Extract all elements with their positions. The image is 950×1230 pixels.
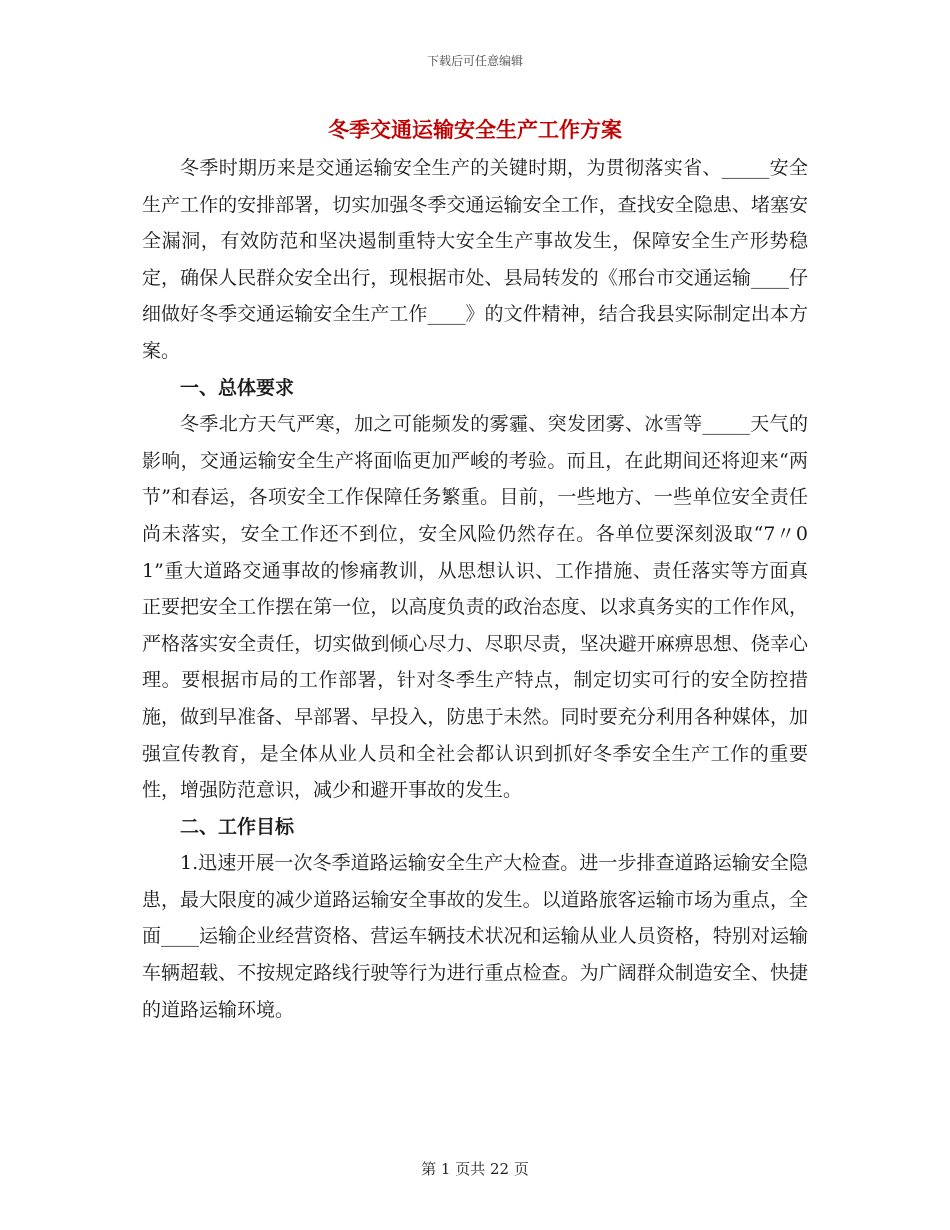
document-title: 冬季交通运输安全生产工作方案	[328, 118, 622, 142]
work-goal-item-1: 1.迅速开展一次冬季道路运输安全生产大检查。进一步排查道路运输安全隐患，最大限度的减少道路运输安全事故的发生。以道路旅客运输市场为重点，全面____运输企业经营资格、营运车辆技术状况和运输从业人员资格，特别对运输车辆超载、不按规定路线行驶等行为进行重点检查。为广阔群众制造安全、快捷的道路运输环境。	[142, 852, 808, 1021]
section-heading-work-goals: 二、工作目标	[180, 815, 295, 838]
page-header: 下载后可任意编辑	[426, 54, 523, 68]
document-body	[142, 150, 808, 1028]
section-heading-overall-requirements: 一、总体要求	[180, 376, 295, 399]
intro-paragraph: 冬季时期历来是交通运输安全生产的关键时期，为贯彻落实省、_____安全生产工作的安排部署，切实加强冬季交通运输安全工作，查找安全隐患、堵塞安全漏洞，有效防范和坚决遏制重特大安全生产事故发生，保障安全生产形势稳定，确保人民群众安全出行，现根据市处、县局转发的《邢台市交通运输____仔细做好冬季交通运输安全生产工作____》的文件精神，结合我县实际制定出本方案。	[142, 157, 808, 362]
page-footer: 第 1 页共 22 页	[421, 1160, 529, 1178]
overall-requirements-paragraph: 冬季北方天气严寒，加之可能频发的雾霾、突发团雾、冰雪等_____天气的影响，交通运输安全生产将面临更加严峻的考验。而且，在此期间还将迎来“两节”和春运，各项安全工作保障任务繁重。目前，一些地方、一些单位安全责任尚未落实，安全工作还不到位，安全风险仍然存在。各单位要深刻汲取“7〃01”重大道路交通事故的惨痛教训，从思想认识、工作措施、责任落实等方面真正要把安全工作摆在第一位，以高度负责的政治态度、以求真务实的工作作风，严格落实安全责任，切实做到倾心尽力、尽职尽责，坚决避开麻痹思想、侥幸心理。要根据市局的工作部署，针对冬季生产特点，制定切实可行的安全防控措施，做到早准备、早部署、早投入，防患于未然。同时要充分利用各种媒体，加强宣传教育，是全体从业人员和全社会都认识到抓好冬季安全生产工作的重要性，增强防范意识，减少和避开事故的发生。	[142, 413, 808, 802]
